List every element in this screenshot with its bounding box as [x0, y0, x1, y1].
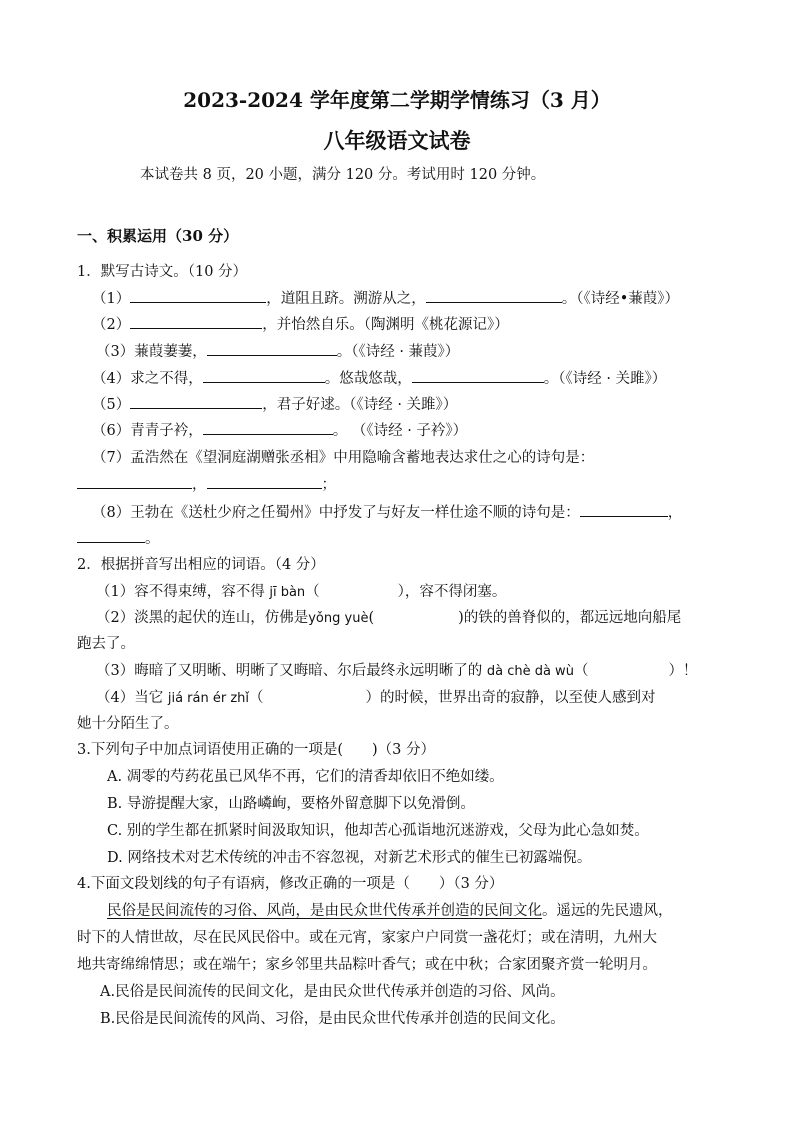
q4-passage-line-2: 时下的人情世故，尽在民风民俗中。或在元宵，家家户户同赏一盏花灯；或在清明，九州大 [77, 930, 657, 946]
answer-blank[interactable] [203, 368, 325, 383]
q3-option-d[interactable]: D. 网络技术对艺术传统的冲击不容忽视，对新艺术形式的催生已初露端倪。 [107, 850, 592, 866]
answer-blank[interactable] [207, 474, 322, 489]
q3-stem: 3.下列句子中加点词语使用正确的一项是( )（3 分） [77, 742, 435, 758]
item-text: （6）青青子衿， [92, 423, 203, 439]
item-text: （1）容不得束缚，容不得 [96, 584, 265, 600]
pinyin: jiá rán ér zhǐ [167, 691, 249, 706]
answer-blank[interactable] [580, 502, 668, 517]
item-text: ， [192, 477, 207, 493]
q1-item-2 [92, 314, 509, 335]
item-text: 。悠哉悠哉， [324, 371, 412, 387]
answer-blank[interactable] [130, 314, 262, 329]
passage-text: 。遥远的先民遗风， [542, 903, 673, 919]
q4-stem: 4.下面文段划线的句子有语病，修改正确的一项是（ ）（3 分） [77, 876, 504, 892]
q1-item-4 [92, 368, 666, 389]
underlined-sentence: 民俗是民间流传的习俗、风尚，是由民众世代传承并创造的民间文化 [107, 903, 542, 919]
answer-blank[interactable] [203, 420, 333, 435]
q1-item-7: （7）孟浩然在《望洞庭湖赠张丞相》中用隐喻含蓄地表达求仕之心的诗句是： [92, 450, 595, 466]
answer-blank[interactable] [77, 528, 145, 543]
answer-blank[interactable] [130, 288, 266, 303]
q1-item-5 [92, 394, 457, 415]
item-text: ，道阻且跻。溯游从之， [266, 291, 426, 307]
item-text: 。 （《诗经 · 子衿》） [332, 423, 468, 439]
item-text: )的铁的兽脊似的，都远远地向船尾 [458, 610, 682, 626]
item-text: ），容不得闭塞。 [397, 584, 507, 600]
q2-item-1 [96, 582, 506, 603]
q3-option-c[interactable]: C. 别的学生都在抓紧时间汲取知识，他却苦心孤诣地沉迷游戏，父母为此心急如焚。 [107, 823, 649, 839]
q3-option-a[interactable]: A. 凋零的芍药花虽已风华不再，它们的清香却依旧不绝如缕。 [107, 769, 504, 785]
answer-blank[interactable] [412, 368, 544, 383]
item-text: ( [368, 610, 375, 626]
q4-passage-line-3: 地共寄绵绵情思；或在端午；家乡邻里共品粽叶香气；或在中秋；合家团聚齐赏一轮明月。 [77, 957, 657, 973]
answer-blank[interactable] [207, 341, 337, 356]
item-text: （8）王勃在《送杜少府之任蜀州》中抒发了与好友一样仕途不顺的诗句是： [92, 505, 580, 521]
item-text: （4）当它 [96, 690, 164, 706]
item-text: （ [249, 690, 264, 706]
q2-item-4-cont: 她十分陌生了。 [77, 716, 179, 732]
item-text: （ [305, 584, 320, 600]
q2-item-2 [96, 608, 681, 629]
item-text: 。 [145, 531, 160, 547]
pinyin: dà chè dà wù [486, 664, 574, 679]
q1-item-8-answers [77, 528, 160, 549]
q2-item-3 [96, 661, 697, 682]
item-text: （4）求之不得， [92, 371, 203, 387]
q4-option-b[interactable]: B.民俗是民间流传的风尚、习俗，是由民众世代传承并创造的民间文化。 [100, 1011, 565, 1027]
item-text: ）！ [668, 663, 698, 679]
item-text: （3）蒹葭萋萋， [96, 344, 207, 360]
answer-blank[interactable] [130, 394, 262, 409]
q1-item-8 [92, 502, 682, 523]
exam-subtitle: 八年级语文试卷 [323, 128, 471, 153]
item-text: ，并怡然自乐。（陶渊明《桃花源记》） [262, 317, 509, 333]
q4-passage-line-1 [107, 901, 673, 921]
item-text: ； [321, 477, 336, 493]
q2-item-4 [96, 688, 656, 709]
item-text: （2）淡黑的起伏的连山，仿佛是 [96, 610, 309, 626]
answer-blank[interactable] [426, 288, 562, 303]
item-text: （ [573, 663, 589, 679]
q2-item-2-cont: 跑去了。 [77, 636, 135, 652]
item-text: （2） [92, 317, 131, 333]
exam-title: 2023-2024 学年度第二学期学情练习（3 月） [183, 88, 611, 112]
item-text: （3）晦暗了又明晰、明晰了又晦暗、尔后最终永远明晰了的 [96, 663, 483, 679]
pinyin: yǒng yuè [308, 611, 369, 626]
item-text: ， [667, 505, 683, 521]
item-text: （1） [92, 291, 131, 307]
pinyin: jī bàn [269, 585, 306, 600]
q3-option-b[interactable]: B. 导游提醒大家，山路嶙峋，要格外留意脚下以免滑倒。 [107, 796, 475, 812]
item-text: 。（《诗经 · 关雎》） [543, 371, 667, 387]
q1-item-6 [92, 420, 467, 441]
q2-stem: 2．根据拼音写出相应的词语。（4 分） [77, 557, 325, 573]
q4-option-a[interactable]: A.民俗是民间流传的民间文化，是由民众世代传承并创造的习俗、风尚。 [100, 984, 565, 1000]
exam-note: 本试卷共 8 页，20 小题，满分 120 分。考试用时 120 分钟。 [140, 167, 546, 183]
item-text: ）的时候，世界出奇的寂静，以至使人感到对 [365, 690, 656, 706]
section-heading: 一、积累运用（30 分） [77, 227, 239, 245]
q1-item-7-answers [77, 474, 336, 495]
item-text: 。（《诗经 · 蒹葭》） [336, 344, 460, 360]
q1-stem: 1．默写古诗文。（10 分） [77, 264, 248, 280]
q1-item-3 [96, 341, 459, 362]
item-text: 。（《诗经•蒹葭》） [561, 291, 680, 307]
q1-item-1 [92, 288, 679, 309]
item-text: ，君子好逑。（《诗经 · 关雎》） [262, 397, 458, 413]
item-text: （5） [92, 397, 131, 413]
answer-blank[interactable] [77, 474, 192, 489]
